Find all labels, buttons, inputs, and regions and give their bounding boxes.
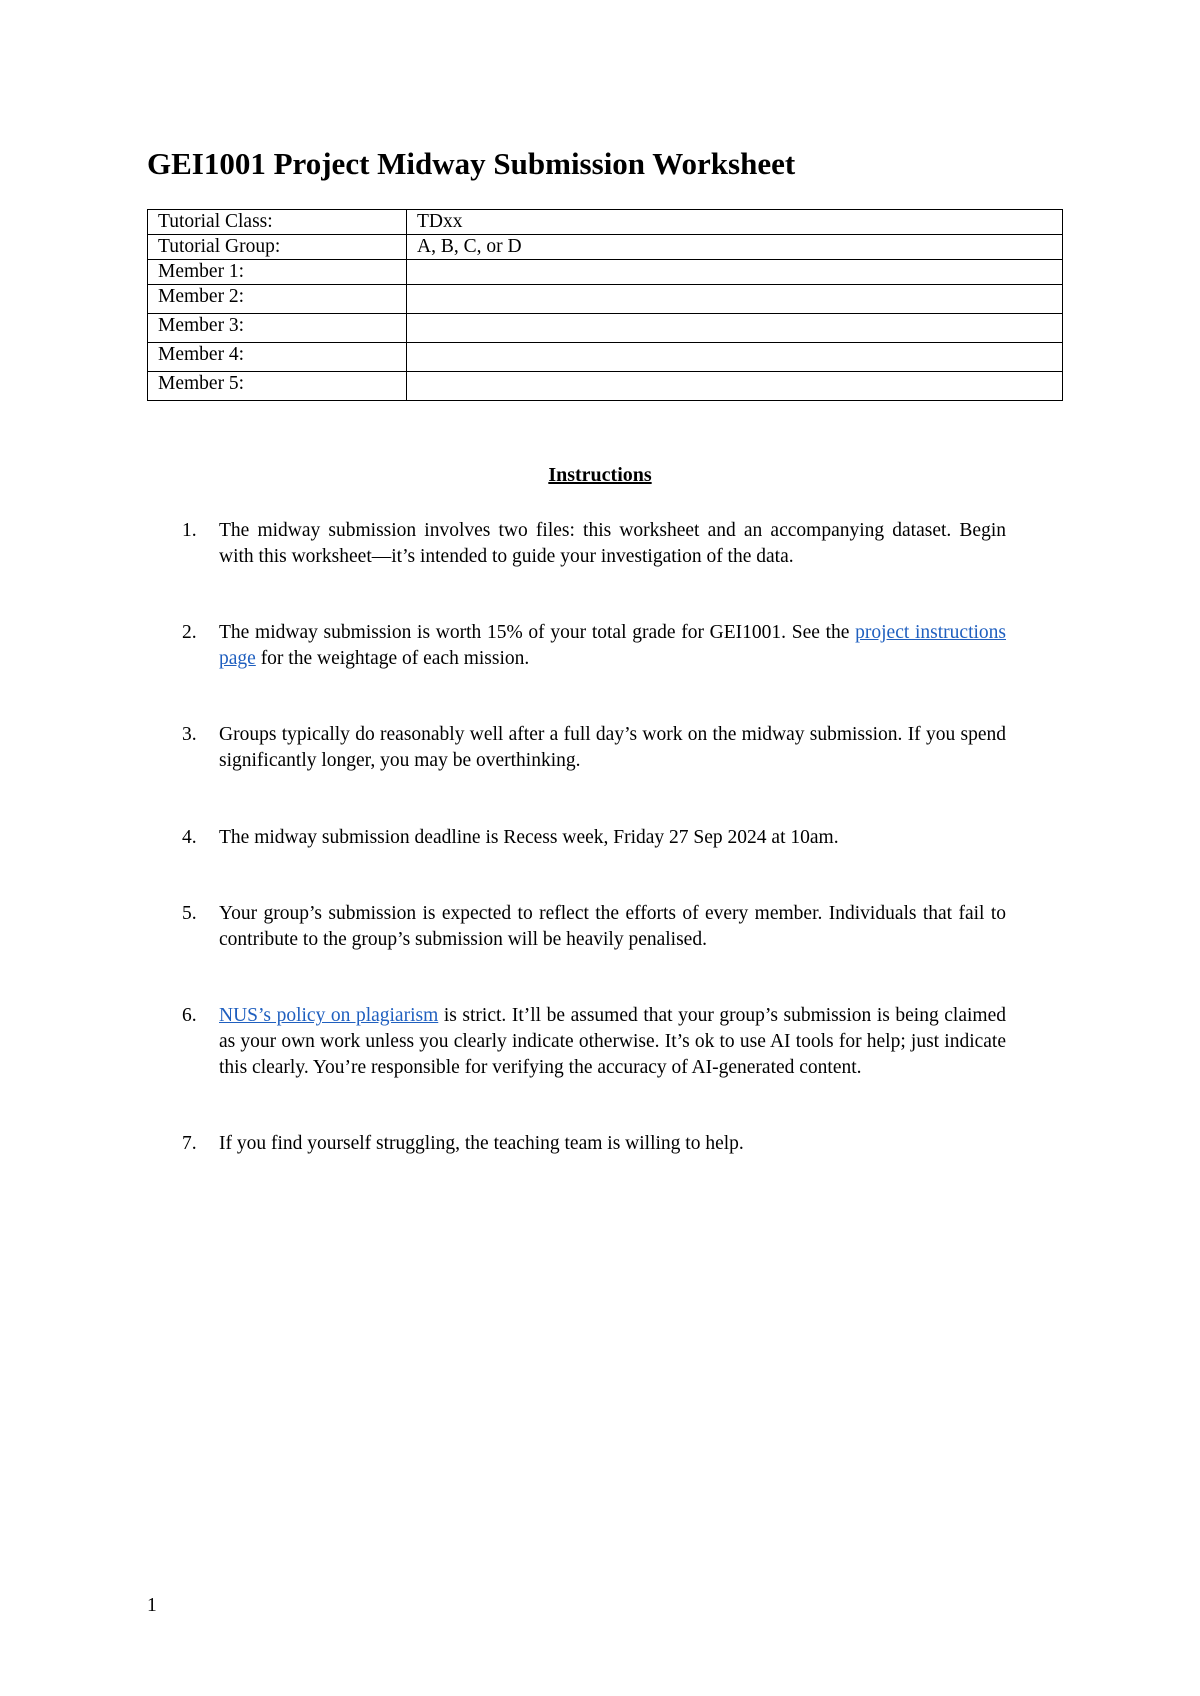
row-value xyxy=(407,372,1063,401)
item-text: Groups typically do reasonably well after a full day’s work on the midway submission. If you spend significantly longer, you may be overthinking. xyxy=(219,724,1006,771)
table-row-tutorial-class xyxy=(148,210,1063,235)
item-number: 7. xyxy=(182,1133,197,1155)
item-text: If you find yourself struggling, the teaching team is willing to help. xyxy=(219,1133,744,1155)
row-value xyxy=(407,260,1063,285)
item-text-after: is strict. It’ll be assumed that your group’s submission is being claimed as your own work unless you clearly indicate otherwise. It’s ok to use AI tools for help; just indicate this clearly. You’re responsible for verifying the accuracy of AI-generated content. xyxy=(219,1005,1006,1078)
instructions-list xyxy=(170,518,1006,1208)
row-label: Tutorial Group: xyxy=(148,235,407,260)
item-number: 2. xyxy=(182,622,197,644)
row-label: Tutorial Class: xyxy=(148,210,407,235)
instruction-item-3 xyxy=(170,722,1006,773)
item-number: 6. xyxy=(182,1005,197,1027)
row-value xyxy=(407,343,1063,372)
table-row-member-2 xyxy=(148,285,1063,314)
instruction-item-6 xyxy=(170,1003,1006,1080)
row-value xyxy=(407,314,1063,343)
item-number: 4. xyxy=(182,826,197,848)
page-number: 1 xyxy=(147,1595,157,1616)
item-number: 1. xyxy=(182,520,197,541)
row-value: A, B, C, or D xyxy=(407,235,1063,260)
row-value: TDxx xyxy=(407,210,1063,235)
item-text-after: for the weightage of each mission. xyxy=(255,647,530,669)
item-text: The midway submission involves two files: this worksheet and an accompanying dataset. Begin with this worksheet—it’s intended to guide your investigation of the data. xyxy=(219,520,1006,567)
item-text: Your group’s submission is expected to reflect the efforts of every member. Individuals that fail to contribute to the group’s submission will be heavily penalised. xyxy=(219,903,1006,950)
document-title: GEI1001 Project Midway Submission Worksheet xyxy=(147,146,796,181)
row-label: Member 2: xyxy=(148,285,407,314)
table-row-tutorial-group xyxy=(148,235,1063,260)
item-text: The midway submission deadline is Recess week, Friday 27 Sep 2024 at 10am. xyxy=(219,826,839,848)
instruction-item-2 xyxy=(170,620,1006,671)
instruction-item-4 xyxy=(170,825,1006,851)
table-row-member-5 xyxy=(148,372,1063,401)
row-label: Member 5: xyxy=(148,372,407,401)
item-text-before: The midway submission is worth 15% of your total grade for GEI1001. See the xyxy=(219,622,856,644)
row-label: Member 1: xyxy=(148,260,407,285)
item-number: 5. xyxy=(182,903,197,925)
table-row-member-3 xyxy=(148,314,1063,343)
plagiarism-policy-link[interactable]: NUS’s policy on plagiarism xyxy=(219,1005,439,1027)
table-row-member-4 xyxy=(148,343,1063,372)
table-row-member-1 xyxy=(148,260,1063,285)
instruction-item-1 xyxy=(170,518,1006,569)
row-label: Member 4: xyxy=(148,343,407,372)
instructions-heading: Instructions xyxy=(548,464,652,486)
project-instructions-link[interactable]: project instructions page xyxy=(219,622,1006,669)
instruction-item-5 xyxy=(170,901,1006,952)
row-label: Member 3: xyxy=(148,314,407,343)
group-info-table xyxy=(147,209,1063,401)
instruction-item-7 xyxy=(170,1131,1006,1157)
row-value xyxy=(407,285,1063,314)
item-number: 3. xyxy=(182,724,197,746)
